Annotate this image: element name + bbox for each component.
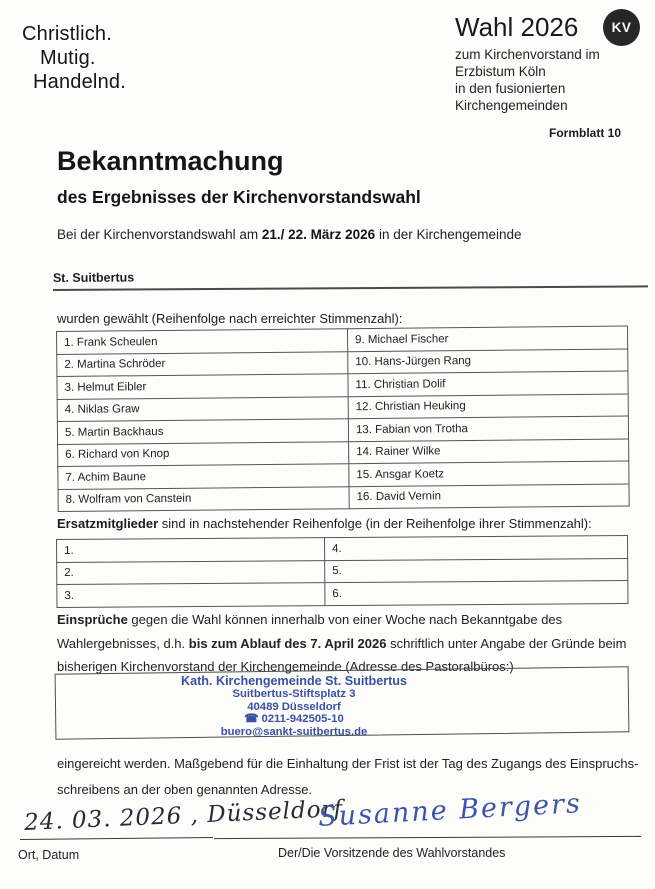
elected-cell: 11. Christian Dolif (348, 371, 628, 396)
substitute-cell: 2. (57, 560, 325, 584)
campaign-slogan (22, 22, 126, 94)
elected-cell: 4. Niklas Graw (57, 396, 348, 421)
elected-heading: wurden gewählt (Reihenfolge nach erreichter Stimmenzahl): (57, 311, 403, 326)
page-title: Bekanntmachung (57, 146, 284, 176)
election-title: Wahl 2026 (455, 12, 579, 42)
substitutes-heading-bold: Ersatzmitglieder (57, 516, 159, 531)
elected-cell: 15. Ansgar Koetz (349, 461, 629, 486)
elected-cell: 7. Achim Baune (58, 464, 349, 489)
signature-line-chair (214, 836, 641, 839)
election-subtitle-line: Erzbistum Köln (455, 64, 546, 79)
slogan-line: Christlich. (22, 23, 112, 45)
stamp-email-line: buero@sankt-suitbertus.de (220, 726, 368, 739)
date-place-label: Ort, Datum (18, 848, 80, 862)
objection-deadline: bis zum Ablauf des 7. April 2026 (188, 635, 387, 651)
handwritten-date-place: 24. 03. 2026 , Düsseldorf (23, 796, 344, 836)
phone-icon: ☎ (244, 713, 259, 726)
stamp-parish-line: Kath. Kirchengemeinde St. Suitbertus (180, 674, 408, 688)
stamp-street-line: Suitbertus-Stiftsplatz 3 (232, 687, 356, 700)
substitutes-heading (57, 516, 592, 531)
election-header (455, 12, 625, 114)
table-row (57, 581, 628, 607)
substitute-cell: 3. (57, 583, 325, 607)
elected-cell: 9. Michael Fischer (347, 326, 627, 351)
slogan-line: Mutig. (40, 47, 96, 69)
election-subtitle-line: Kirchengemeinden (455, 98, 568, 113)
page-subtitle: des Ergebnisses der Kirchenvorstandswahl (57, 187, 421, 207)
elected-cell: 12. Christian Heuking (348, 394, 628, 419)
election-subtitle (455, 46, 625, 114)
stamp-phone-line (85, 713, 503, 726)
election-date: 21./ 22. März 2026 (261, 227, 376, 242)
substitute-cell: 6. (325, 581, 628, 606)
election-subtitle-line: zum Kirchenvorstand im (455, 47, 600, 62)
slogan-line: Handelnd. (33, 71, 126, 93)
closing-paragraph: eingereicht werden. Maßgebend für die Einhaltung der Frist ist der Tag des Zugangs des Einspruchs- schreibens an der oben genannten Adresse. (57, 756, 639, 797)
substitutes-table (56, 535, 628, 607)
intro-suffix: in der Kirchengemeinde (375, 227, 522, 242)
substitutes-heading-rest: sind in nachstehender Reihenfolge (in der Reihenfolge ihrer Stimmenzahl): (158, 516, 592, 531)
elected-cell: 13. Fabian von Trotha (348, 416, 628, 441)
stamp-phone-number: 0211-942505-10 (261, 713, 344, 726)
objection-bold: Einsprüche (57, 612, 128, 627)
elected-cell: 5. Martin Backhaus (57, 419, 348, 444)
elected-members-table (56, 326, 630, 512)
elected-cell: 6. Richard von Knop (58, 441, 349, 466)
form-number-label: Formblatt 10 (548, 126, 621, 140)
substitute-cell: 1. (57, 538, 325, 562)
elected-cell: 10. Hans-Jürgen Rang (348, 349, 628, 374)
elected-cell: 1. Frank Scheulen (57, 329, 348, 354)
elected-cell: 2. Martina Schröder (57, 351, 348, 376)
elected-cell: 8. Wolfram von Canstein (58, 486, 349, 511)
objection-text: gegen die Wahl können innerhalb von einer Woche nach Bekanntgabe des Wahlergebnisses, d.h. (57, 612, 563, 651)
substitute-cell: 4. (324, 536, 627, 561)
elected-cell: 14. Rainer Wilke (349, 439, 629, 464)
elected-cell: 16. David Vernin (349, 484, 629, 509)
elected-cell: 3. Helmut Eibler (57, 374, 348, 399)
stamp-city-line: 40489 Düsseldorf (247, 700, 341, 713)
parish-name: St. Suitbertus (53, 267, 648, 291)
handwritten-signature: Susanne Bergers (317, 788, 583, 833)
intro-prefix: Bei der Kirchenvorstandswahl am (57, 227, 262, 242)
chairperson-label: Der/Die Vorsitzende des Wahlvorstandes (278, 846, 506, 860)
substitute-cell: 5. (325, 558, 628, 583)
kv-logo-badge: KV (603, 9, 640, 46)
address-stamp (85, 675, 503, 739)
election-subtitle-line: in den fusionierten (455, 81, 566, 96)
objection-text: schriftlich unter Angabe der Gründe beim bisherigen Kirchenvorstand der Kirchengemeinde (Adresse des Pastoralbüros:) (57, 635, 627, 674)
table-row (58, 484, 629, 512)
signature-line-date (20, 837, 213, 840)
intro-paragraph (57, 227, 522, 242)
